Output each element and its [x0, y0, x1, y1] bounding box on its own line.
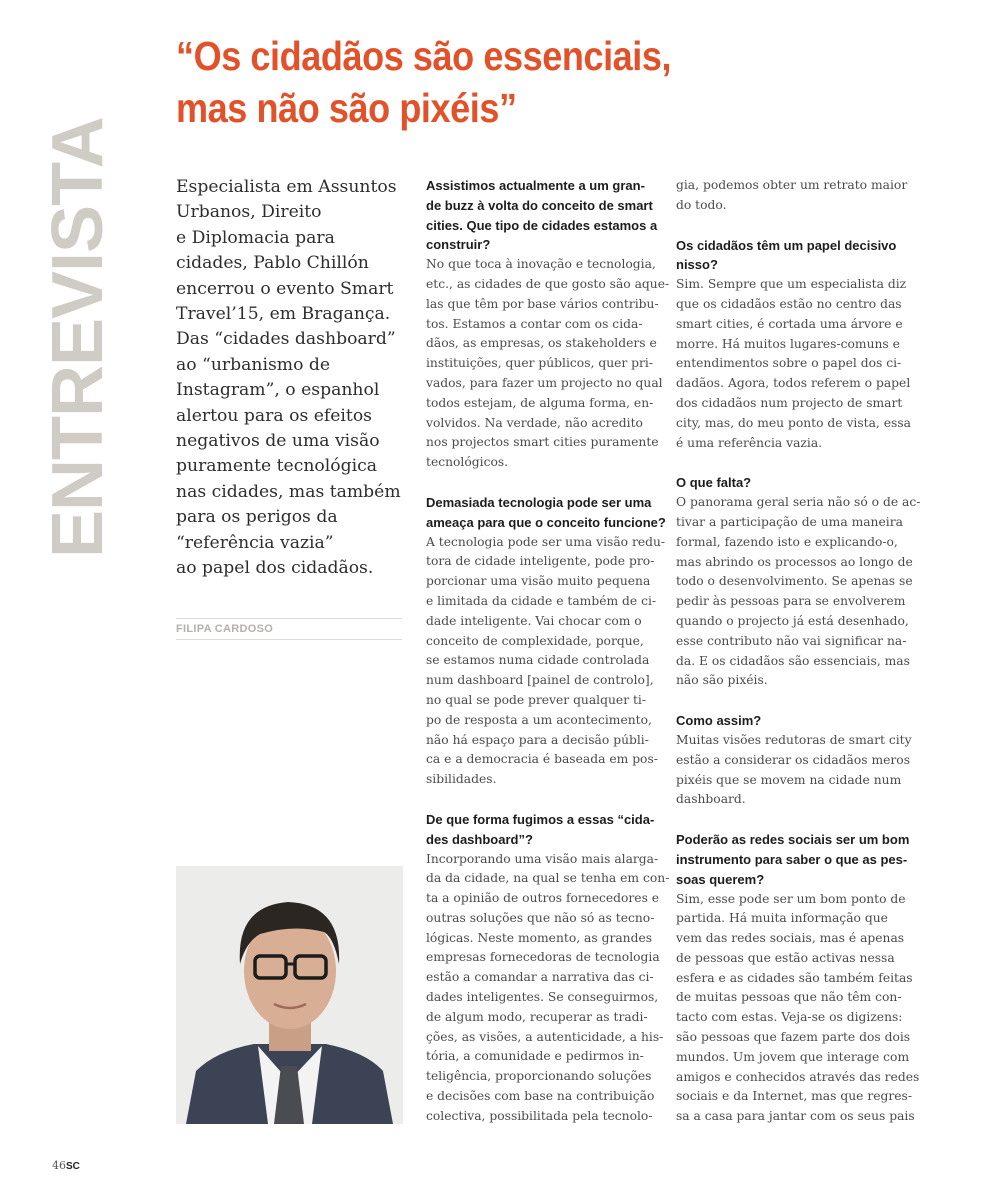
answer-line: tivar a participação de uma maneira: [676, 514, 903, 529]
answer-line: teligência, proporcionando soluções: [426, 1069, 652, 1084]
answer-line: pedir às pessoas para se envolverem: [676, 594, 906, 609]
answer-line: partida. Há muita informação que: [676, 911, 888, 926]
answer-line: Muitas visões redutoras de smart city: [676, 732, 912, 747]
answer: [676, 731, 912, 810]
page-folio: [52, 1159, 80, 1172]
answer-line: no qual se pode prever qualquer ti-: [426, 692, 647, 707]
answer-line: conceito de complexidade, porque,: [426, 633, 644, 648]
lead-line: nas cidades, mas também: [176, 481, 401, 502]
question-line: Poderão as redes sociais ser um bom: [676, 832, 910, 848]
answer-line: tora de cidade inteligente, pode pro-: [426, 554, 655, 569]
answer-line: do todo.: [676, 197, 727, 212]
answer-line: nos projectos smart cities puramente: [426, 435, 659, 450]
answer-line: esse contributo não vai significar na-: [676, 633, 907, 648]
question: [676, 236, 906, 276]
answer-line: O panorama geral seria não só o de ac-: [676, 495, 921, 510]
answer-line: tos. Estamos a contar com os cida-: [426, 316, 643, 331]
answer-line: todo o desenvolvimento. Se apenas se: [676, 574, 913, 589]
headline-line: “Os cidadãos são essenciais,: [176, 33, 672, 79]
answer: [676, 890, 920, 1128]
answer-line: esfera e as cidades são também feitas: [676, 970, 913, 985]
answer-line: ta a opinião de outros fornecedores e: [426, 891, 660, 906]
column-right: [676, 176, 921, 1127]
lead-line: ao papel dos cidadãos.: [176, 558, 374, 579]
answer-line: dashboard.: [676, 792, 746, 807]
answer: [426, 533, 666, 790]
answer-line: Incorporando uma visão mais alarga-: [426, 851, 659, 866]
answer-line: po de resposta a um acontecimento,: [426, 712, 652, 727]
answer-line: num dashboard [painel de controlo],: [426, 673, 654, 688]
answer-line: e decisões com base na contribuição: [426, 1089, 655, 1104]
answer-line: morre. Há muitos lugares-comuns e: [676, 336, 900, 351]
answer-line: estão a considerar os cidadãos meros: [676, 752, 911, 767]
question-line: soas querem?: [676, 871, 765, 887]
answer-line: sociais e da Internet, mas que regres-: [676, 1089, 912, 1104]
answer-line: gia, podemos obter um retrato maior: [676, 178, 908, 192]
byline: FILIPA CARDOSO: [176, 618, 402, 640]
answer-line: não há espaço para a decisão públi-: [426, 732, 649, 747]
answer-line: mundos. Um jovem que interage com: [676, 1049, 910, 1064]
answer-line: volvidos. Na verdade, não acredito: [426, 415, 643, 430]
answer-line: dos cidadãos num projecto de smart: [676, 395, 903, 410]
answer-line: vem das redes sociais, mas é apenas: [676, 931, 905, 946]
column-middle: [426, 176, 670, 1127]
question-line: O que falta?: [676, 475, 752, 491]
lead-line: para os perigos da: [176, 507, 338, 528]
portrait-photo: [176, 866, 403, 1124]
lead-line: “referência vazia”: [176, 532, 334, 553]
question: [676, 473, 906, 493]
question-line: cities. Que tipo de cidades estamos a: [426, 217, 658, 233]
answer-line: dades inteligentes. Se conseguirmos,: [426, 990, 659, 1005]
lead-line: Travel’15, em Bragança.: [176, 304, 391, 325]
answer: [676, 176, 906, 216]
question-line: Como assim?: [676, 713, 762, 729]
answer-line: tecnológicos.: [426, 455, 509, 470]
answer-line: quando o projecto já está desenhado,: [676, 613, 909, 628]
answer-line: ções, as visões, a autenticidade, a his-: [426, 1029, 664, 1044]
question-line: Os cidadãos têm um papel decisivo: [676, 237, 897, 253]
lead-line: Das “cidades dashboard”: [176, 329, 396, 350]
answer-line: instituições, quer públicos, quer pri-: [426, 356, 654, 371]
answer-line: mas abrindo os processos ao longo de: [676, 554, 913, 569]
answer-line: todos estejam, de alguma forma, en-: [426, 395, 654, 410]
question: [426, 176, 656, 255]
lead-line: cidades, Pablo Chillón: [176, 253, 369, 274]
lead-line: Especialista em Assuntos: [176, 177, 397, 197]
answer-line: pixéis que se movem na cidade num: [676, 772, 902, 787]
answer-line: dade inteligente. Vai chocar com o: [426, 613, 642, 628]
question: [426, 493, 666, 533]
lead-line: Urbanos, Direito: [176, 202, 322, 223]
answer-line: amigos e conhecidos através das redes: [676, 1069, 920, 1084]
answer-line: lógicas. Neste momento, as grandes: [426, 930, 653, 945]
lead-paragraph: [176, 175, 416, 582]
answer-line: de muitas pessoas que não têm con-: [676, 990, 902, 1005]
question-line: ameaça para que o conceito funcione?: [426, 514, 666, 530]
answer: [426, 850, 670, 1127]
answer-line: formal, fazendo isto e explicando-o,: [676, 534, 898, 549]
answer-line: que os cidadãos estão no centro das: [676, 296, 902, 311]
lead-line: alertou para os efeitos: [176, 405, 373, 426]
answer-line: A tecnologia pode ser uma visão redu-: [426, 534, 666, 549]
lead-line: ao “urbanismo de: [176, 354, 331, 375]
question: [676, 711, 906, 731]
answer-line: porcionar uma visão muito pequena: [426, 574, 651, 589]
answer-line: las que têm por base vários contribu-: [426, 296, 659, 311]
answer-line: sa a casa para jantar com os seus pais: [676, 1109, 915, 1124]
answer-line: tória, a comunidade e pedirmos in-: [426, 1049, 644, 1064]
answer-line: colectiva, possibilitada pela tecnolo-: [426, 1108, 653, 1123]
answer-line: dãos, as empresas, os stakeholders e: [426, 336, 657, 351]
answer-line: se estamos numa cidade controlada: [426, 653, 650, 668]
answer-line: sibilidades.: [426, 772, 497, 787]
question-line: Assistimos actualmente a um gran-: [426, 178, 645, 193]
answer-line: city, mas, do meu ponto de vista, essa: [676, 415, 911, 430]
question-line: Demasiada tecnologia pode ser uma: [426, 494, 652, 510]
answer-line: e limitada da cidade e também de ci-: [426, 593, 657, 608]
lead-line: e Diplomacia para: [176, 227, 335, 248]
answer-line: dadãos. Agora, todos referem o papel: [676, 376, 911, 391]
answer-line: Sim. Sempre que um especialista diz: [676, 277, 907, 292]
answer-line: estão a comandar a narrativa das ci-: [426, 970, 654, 985]
answer-line: empresas fornecedoras de tecnologia: [426, 950, 660, 965]
question-line: De que forma fugimos a essas “cida-: [426, 811, 655, 827]
magazine-mark: SC: [66, 1161, 80, 1172]
answer-line: tacto com estas. Veja-se os digizens:: [676, 1010, 903, 1025]
lead-line: negativos de uma visão: [176, 431, 380, 452]
answer-line: ca e a democracia é baseada em pos-: [426, 752, 658, 767]
answer: [676, 275, 911, 453]
answer-line: No que toca à inovação e tecnologia,: [426, 257, 656, 272]
answer: [426, 255, 670, 473]
answer: [676, 493, 921, 691]
answer-line: é uma referência vazia.: [676, 435, 823, 450]
question-line: instrumento para saber o que as pes-: [676, 851, 908, 867]
answer-line: da da cidade, na qual se tenha em con-: [426, 871, 670, 886]
question-line: des dashboard”?: [426, 831, 533, 847]
lead-line: puramente tecnológica: [176, 456, 377, 477]
headline: [176, 30, 845, 134]
question: [676, 830, 910, 889]
question-line: construir?: [426, 237, 491, 253]
section-label: ENTREVISTA: [38, 117, 118, 558]
answer-line: outras soluções que não só as tecno-: [426, 910, 655, 925]
lead-line: encerrou o evento Smart: [176, 278, 394, 299]
question-line: nisso?: [676, 257, 718, 273]
answer-line: são pessoas que fazem parte dos dois: [676, 1030, 911, 1045]
question: [426, 810, 656, 850]
answer-line: Sim, esse pode ser um bom ponto de: [676, 891, 906, 906]
answer-line: de pessoas que estão activas nessa: [676, 950, 895, 965]
answer-line: da. E os cidadãos são essenciais, mas: [676, 653, 910, 668]
answer-line: vados, para fazer um projecto no qual: [426, 375, 663, 390]
answer-line: etc., as cidades de que gosto são aque-: [426, 276, 670, 291]
headline-line: mas não são pixéis”: [176, 85, 517, 131]
page-number: 46: [52, 1159, 66, 1172]
answer-line: de algum modo, recuperar as tradi-: [426, 1009, 648, 1024]
lead-line: Instagram”, o espanhol: [176, 380, 380, 401]
answer-line: entendimentos sobre o papel dos ci-: [676, 356, 902, 371]
answer-line: não são pixéis.: [676, 673, 768, 688]
question-line: de buzz à volta do conceito de smart: [426, 197, 653, 213]
answer-line: smart cities, é cortada uma árvore e: [676, 316, 903, 331]
